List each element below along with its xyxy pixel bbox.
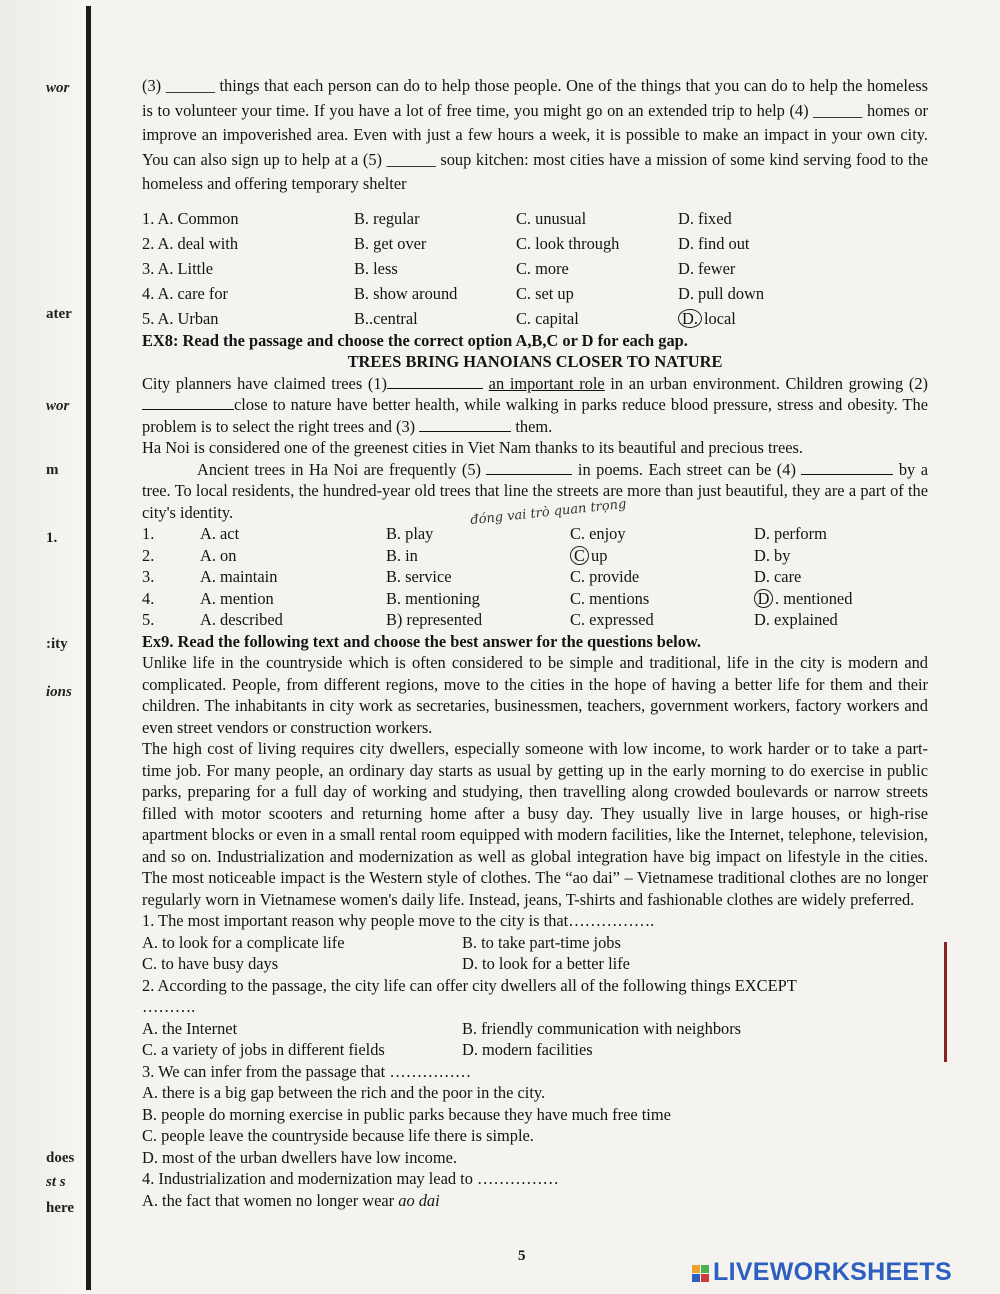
- ex8-title: TREES BRING HANOIANS CLOSER TO NATURE: [347, 352, 723, 371]
- passage-intro: (3) ______ things that each person can do to help those people. One of the things that you can do to help the homeless is to volunteer your time. If you have a lot of free time, you might go on an extended trip to help (4) ______ homes or improve an impoverished area. Even with just a few hours a week, it is possible to make an impact in your own city. You can also sign up to help at a (5) ______ soup kitchen: most cities have a mission of some kind serving food to the homeless and offering temporary shelter: [142, 76, 928, 193]
- ex9-paragraph-1: Unlike life in the countryside which is often considered to be simple and traditional, life in the city is modern and complicated. People, from different regions, move to the cities in the hope of having a better life for them and their children. The inhabitants in city work as secretaries, businessmen, teachers, government workers, factory workers and even street vendors or construction workers.: [142, 653, 928, 737]
- ex8-option-row: 1. A. act B. play C. enjoy D. perform: [142, 524, 827, 543]
- option: A. the fact that women no longer wear ao dai: [142, 1190, 440, 1210]
- page-content: [142, 74, 928, 1211]
- gap-blank: [801, 460, 893, 475]
- circled-answer: D.: [678, 309, 702, 328]
- gap-blank: [419, 417, 511, 432]
- option-row: C. a variety of jobs in different fields D. modern facilities: [142, 1040, 593, 1059]
- question-4: 4. Industrialization and modernization may lead to ……………: [142, 1169, 559, 1188]
- ex8-paragraph-1: City planners have claimed trees (1) an important role in an urban environment. Children growing (2) close to nature have better health, while walking in parks reduce blood pressure, stress and obesity. The problem is to select the right trees and (3) them.: [142, 373, 928, 436]
- margin-fragment: here: [46, 1200, 75, 1216]
- ex8-option-row: 3. A. maintain B. service C. provide D. care: [142, 567, 802, 586]
- ex7-option-row: 5. A. Urban B..central C. capital D. local: [142, 309, 736, 328]
- logo-grid-icon: [692, 1265, 708, 1281]
- option: D. most of the urban dwellers have low income.: [142, 1147, 457, 1167]
- gap-blank: [486, 460, 572, 475]
- gap-blank: [387, 374, 483, 389]
- ex7-option-row: 3. A. Little B. less C. more D. fewer: [142, 259, 736, 278]
- ex9-heading: Ex9. Read the following text and choose the best answer for the questions below.: [142, 631, 701, 651]
- page-number: 5: [518, 1248, 526, 1264]
- margin-fragment: wor: [46, 398, 70, 414]
- ex7-option-row: 2. A. deal with B. get over C. look through D. find out: [142, 234, 750, 253]
- option-row: A. to look for a complicate life B. to take part-time jobs: [142, 932, 621, 952]
- margin-fragment: m: [46, 462, 59, 478]
- question-1: 1. The most important reason why people move to the city is that…………….: [142, 911, 655, 930]
- logo-text: LIVEWORKSHEETS: [713, 1258, 952, 1286]
- question-2-dots: ……….: [142, 997, 196, 1016]
- ex8-option-row: 2. A. on B. in C up D. by: [142, 545, 791, 565]
- ex8-option-row: 5. A. described B) represented C. expressed D. explained: [142, 610, 838, 629]
- option-row: C. to have busy days D. to look for a better life: [142, 954, 630, 973]
- question-3: 3. We can infer from the passage that ……………: [142, 1061, 472, 1081]
- margin-fragment: 1.: [46, 530, 58, 546]
- ex8-heading: EX8: Read the passage and choose the correct option A,B,C or D for each gap.: [142, 330, 688, 350]
- option: C. people leave the countryside because life there is simple.: [142, 1126, 534, 1145]
- ex7-option-row: 4. A. care for B. show around C. set up D. pull down: [142, 284, 765, 303]
- margin-fragment: does: [46, 1150, 75, 1166]
- margin-fragment: ions: [46, 684, 72, 700]
- ex7-option-row: 1. A. Common B. regular C. unusual D. fixed: [142, 209, 732, 228]
- handwritten-note: đóng vai trò quan trọng: [469, 496, 628, 529]
- ex8-paragraph-2: Ha Noi is considered one of the greenest cities in Viet Nam thanks to its beautiful and precious trees.: [142, 438, 803, 457]
- question-2: 2. According to the passage, the city life can offer city dwellers all of the following things EXCEPT: [142, 975, 797, 995]
- option-row: A. the Internet B. friendly communication with neighbors: [142, 1018, 742, 1038]
- binding-line: [86, 6, 91, 1290]
- gap-blank: [142, 395, 234, 410]
- option: B. people do morning exercise in public parks because they have much free time: [142, 1104, 671, 1124]
- margin-fragment: wor: [46, 80, 70, 96]
- circled-answer: D: [754, 589, 773, 608]
- margin-fragment: :ity: [46, 636, 68, 652]
- ex8-option-row: 4. A. mention B. mentioning C. mentions D . mentioned: [142, 588, 853, 608]
- circled-answer: C: [570, 546, 589, 565]
- margin-fragment: ater: [46, 306, 72, 322]
- ex9-paragraph-2: The high cost of living requires city dwellers, especially someone with low income, to work harder or to take a part-time job. For many people, an ordinary day starts as usual by getting up in the early morning to do exercise in public parks, preparing for a full day of working and studying, then travelling along crowded boulevards or narrow streets filled with motor scooters and returning home after a busy day. They usually live in large houses, or high-rise apartment blocks or even in a small rental room equipped with modern facilities, like the Internet, telephone, television, and so on. Industrialization and modernization as well as global integration have big impact on lifestyle in the cities. The most noticeable impact is the Western style of clothes. The “ao dai” – Vietnamese traditional clothes are no longer regularly worn in Vietnamese women's daily life. Instead, jeans, T-shirts and fashionable clothes are widely preferred.: [142, 739, 928, 909]
- option: A. there is a big gap between the rich and the poor in the city.: [142, 1083, 546, 1102]
- margin-fragment: st s: [46, 1174, 66, 1190]
- liveworksheets-logo[interactable]: [692, 1258, 952, 1287]
- red-mark: [944, 942, 947, 1062]
- page-margin-shadow: [0, 0, 86, 1294]
- ex8-paragraph-3: Ancient trees in Ha Noi are frequently (5) in poems. Each street can be (4) by a tree. To local residents, the hundred-year old trees that line the streets are more than just beautiful, they are a part of the city's identity.: [142, 459, 928, 522]
